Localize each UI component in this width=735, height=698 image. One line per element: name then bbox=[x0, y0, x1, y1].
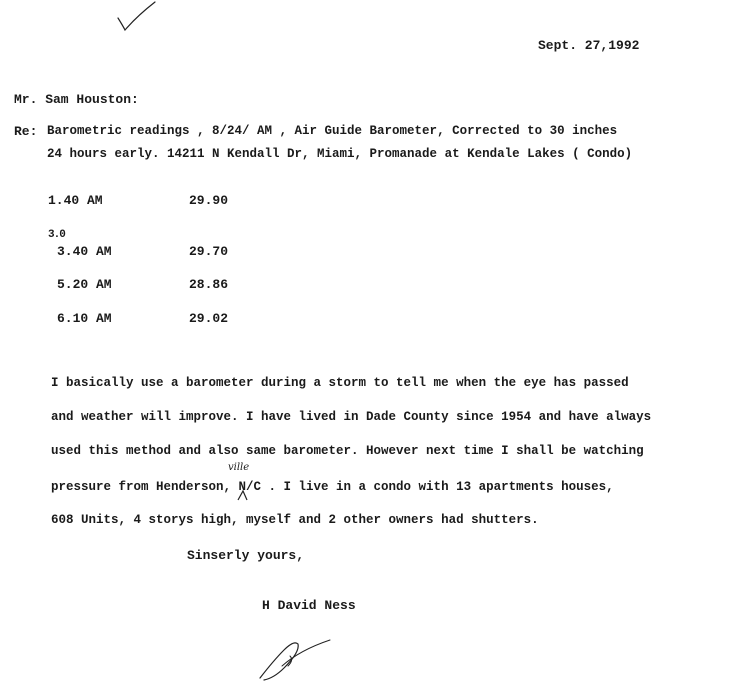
check-mark bbox=[115, 0, 165, 34]
reading-time-1: 1.40 AM bbox=[48, 193, 103, 208]
re-label: Re: bbox=[14, 124, 38, 139]
signature-scrawl bbox=[254, 630, 344, 686]
body-line-3: used this method and also same barometer. However next time I shall be watching bbox=[51, 444, 644, 458]
salutation: Mr. Sam Houston: bbox=[14, 92, 139, 107]
re-line-1: Barometric readings , 8/24/ AM , Air Guide Barometer, Corrected to 30 inches bbox=[47, 124, 618, 138]
reading-value-1: 29.90 bbox=[189, 193, 229, 208]
body-line-1: I basically use a barometer during a storm to tell me when the eye has passed bbox=[51, 376, 629, 390]
strikeover-text: 3.0 bbox=[48, 229, 65, 241]
letter-date: Sept. 27,1992 bbox=[538, 38, 640, 53]
re-line-2: 24 hours early. 14211 N Kendall Dr, Miami, Promanade at Kendale Lakes ( Condo) bbox=[47, 147, 633, 161]
body-line-4: pressure from Henderson, N/C . I live in a condo with 13 apartments houses, bbox=[51, 480, 614, 494]
reading-value-3: 28.86 bbox=[189, 277, 229, 292]
closing: Sinserly yours, bbox=[187, 548, 305, 563]
handwritten-insert: ville bbox=[228, 462, 250, 473]
caret-mark bbox=[236, 488, 250, 502]
reading-value-4: 29.02 bbox=[189, 311, 229, 326]
body-line-5: 608 Units, 4 storys high, myself and 2 other owners had shutters. bbox=[51, 513, 539, 527]
reading-value-2: 29.70 bbox=[189, 244, 229, 259]
body-line-2: and weather will improve. I have lived in Dade County since 1954 and have always bbox=[51, 410, 652, 424]
reading-time-4: 6.10 AM bbox=[57, 311, 112, 326]
signature-name: H David Ness bbox=[262, 598, 356, 613]
reading-time-3: 5.20 AM bbox=[57, 277, 112, 292]
reading-time-2: 3.40 AM bbox=[57, 244, 112, 259]
